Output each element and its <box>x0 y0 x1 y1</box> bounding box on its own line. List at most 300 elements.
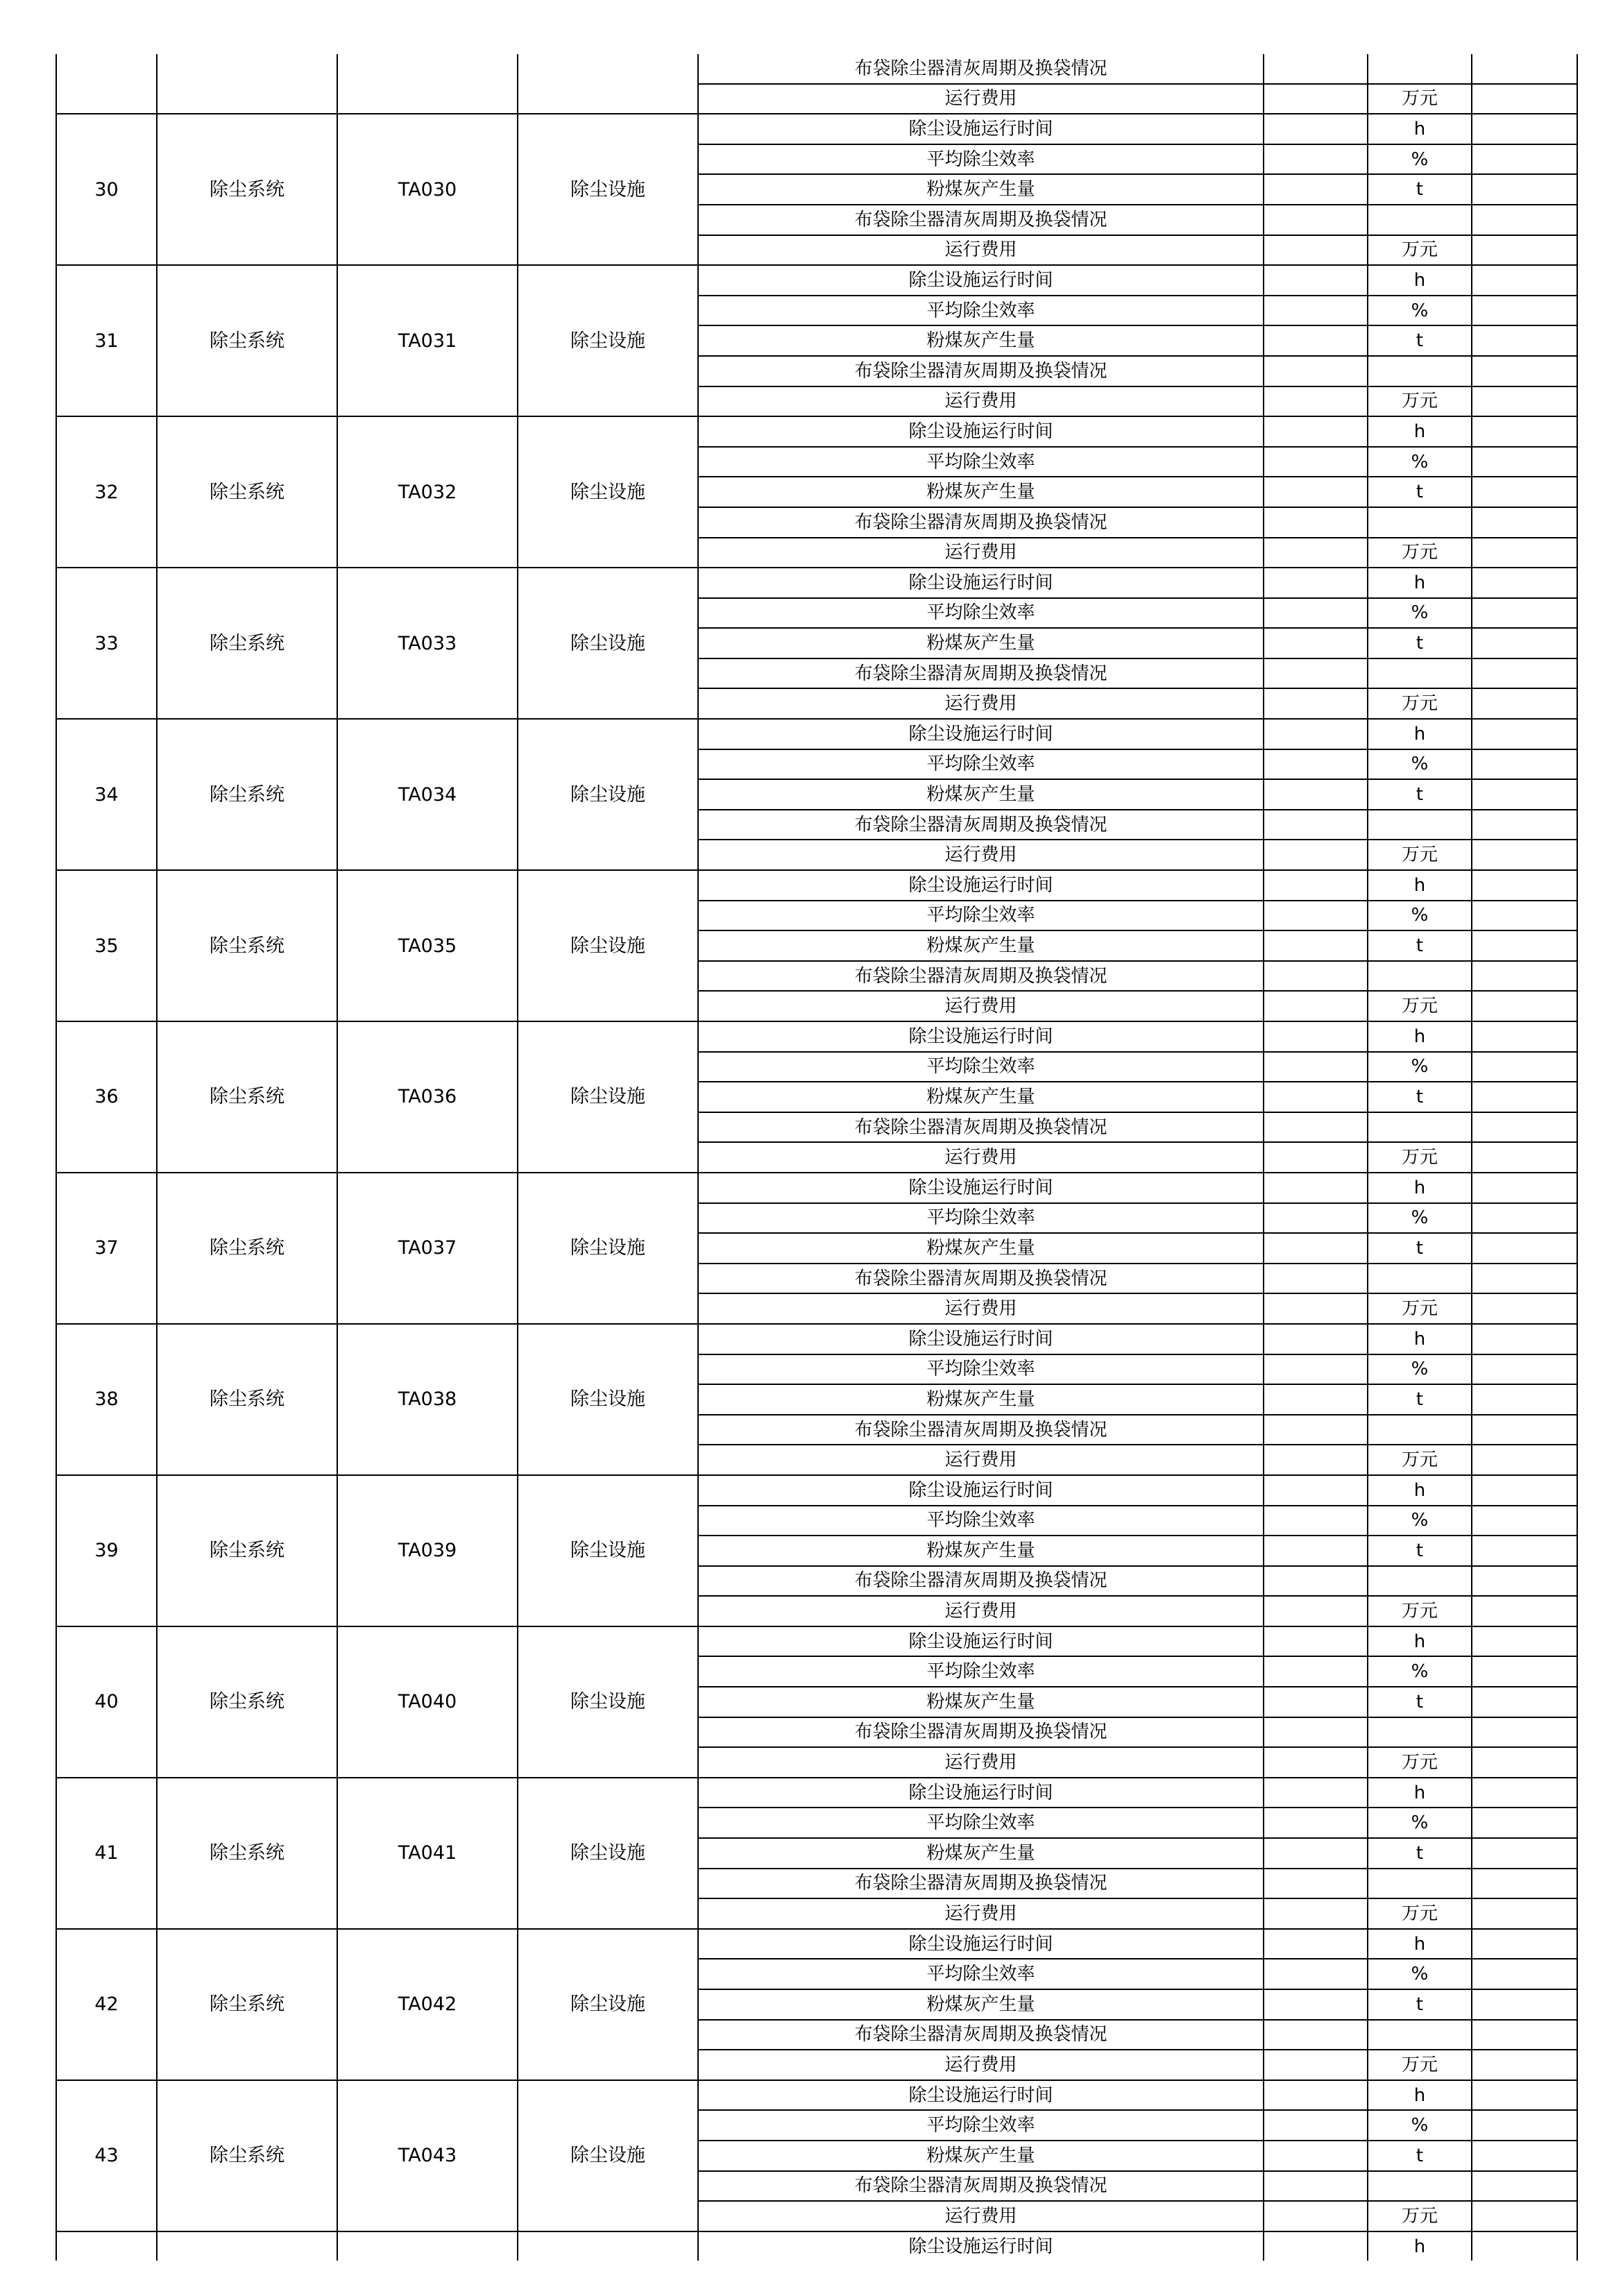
item-cell: 粉煤灰产生量 <box>698 477 1264 507</box>
blank-cell <box>1264 54 1368 84</box>
facility-code: TA039 <box>337 1475 518 1626</box>
row-number: 43 <box>56 2080 157 2231</box>
item-cell: 平均除尘效率 <box>698 447 1264 477</box>
blank-cell <box>1264 114 1368 144</box>
item-cell: 布袋除尘器清灰周期及换袋情况 <box>698 1717 1264 1748</box>
unit-cell: 万元 <box>1368 1898 1472 1929</box>
blank-cell <box>1472 356 1577 386</box>
system-name: 除尘系统 <box>157 1021 337 1173</box>
item-cell: 平均除尘效率 <box>698 598 1264 629</box>
blank-cell <box>1264 1929 1368 1959</box>
unit-cell: h <box>1368 1778 1472 1808</box>
blank-cell <box>1472 779 1577 810</box>
blank-cell <box>1472 1112 1577 1143</box>
blank-cell <box>1264 235 1368 266</box>
facility-type: 除尘设施 <box>518 1778 698 1929</box>
unit-cell <box>1368 658 1472 689</box>
blank-cell <box>1264 2171 1368 2202</box>
blank-cell <box>1264 205 1368 235</box>
blank-cell <box>1264 1233 1368 1264</box>
blank-cell <box>1264 1989 1368 2020</box>
unit-cell: % <box>1368 901 1472 931</box>
system-name: 除尘系统 <box>157 719 337 870</box>
blank-cell <box>1264 1656 1368 1687</box>
item-cell: 除尘设施运行时间 <box>698 1324 1264 1354</box>
item-cell: 平均除尘效率 <box>698 1354 1264 1385</box>
item-cell: 运行费用 <box>698 1747 1264 1778</box>
blank-cell <box>1264 658 1368 689</box>
blank-cell <box>1472 1475 1577 1506</box>
row-number: 38 <box>56 1324 157 1475</box>
system-name: 除尘系统 <box>157 416 337 568</box>
blank-cell <box>1472 1898 1577 1929</box>
blank-cell <box>1472 991 1577 1021</box>
blank-cell <box>1264 2231 1368 2261</box>
item-cell: 运行费用 <box>698 386 1264 417</box>
unit-cell: h <box>1368 870 1472 901</box>
blank-cell <box>1264 1898 1368 1929</box>
system-name: 除尘系统 <box>157 2080 337 2231</box>
code-cell <box>337 54 518 114</box>
blank-cell <box>1472 1808 1577 1838</box>
item-cell: 除尘设施运行时间 <box>698 114 1264 144</box>
blank-cell <box>1264 1506 1368 1536</box>
system-name: 除尘系统 <box>157 265 337 416</box>
unit-cell: % <box>1368 1959 1472 1989</box>
unit-cell: t <box>1368 779 1472 810</box>
blank-cell <box>1472 1929 1577 1959</box>
unit-cell: h <box>1368 1929 1472 1959</box>
facility-code: TA030 <box>337 114 518 265</box>
item-cell: 运行费用 <box>698 688 1264 719</box>
blank-cell <box>1472 507 1577 538</box>
unit-cell <box>1368 356 1472 386</box>
blank-cell <box>1472 961 1577 992</box>
table-row <box>56 416 1577 447</box>
item-cell: 平均除尘效率 <box>698 144 1264 175</box>
blank-cell <box>1472 386 1577 417</box>
unit-cell: h <box>1368 1173 1472 1203</box>
facility-code: TA035 <box>337 870 518 1021</box>
unit-cell <box>1368 2020 1472 2050</box>
blank-cell <box>1264 1112 1368 1143</box>
system-cell <box>157 2231 337 2261</box>
blank-cell <box>1264 1566 1368 1597</box>
blank-cell <box>1264 356 1368 386</box>
blank-cell <box>1472 1354 1577 1385</box>
unit-cell: h <box>1368 719 1472 749</box>
blank-cell <box>1472 174 1577 205</box>
row-number: 34 <box>56 719 157 870</box>
unit-cell: 万元 <box>1368 1445 1472 1475</box>
unit-cell <box>1368 961 1472 992</box>
item-cell: 运行费用 <box>698 1293 1264 1324</box>
blank-cell <box>1472 2020 1577 2050</box>
blank-cell <box>1264 538 1368 568</box>
blank-cell <box>1472 416 1577 447</box>
item-cell: 运行费用 <box>698 1596 1264 1626</box>
blank-cell <box>1264 1173 1368 1203</box>
facility-code: TA038 <box>337 1324 518 1475</box>
blank-cell <box>1472 1747 1577 1778</box>
blank-cell <box>1472 54 1577 84</box>
unit-cell <box>1368 1566 1472 1597</box>
blank-cell <box>1472 296 1577 326</box>
unit-cell: % <box>1368 749 1472 780</box>
unit-cell: 万元 <box>1368 688 1472 719</box>
unit-cell: % <box>1368 144 1472 175</box>
blank-cell <box>1472 568 1577 598</box>
blank-cell <box>1264 2020 1368 2050</box>
item-cell: 运行费用 <box>698 2050 1264 2080</box>
unit-cell: t <box>1368 477 1472 507</box>
facility-type: 除尘设施 <box>518 1929 698 2080</box>
table-row <box>56 54 1577 84</box>
item-cell: 除尘设施运行时间 <box>698 1626 1264 1657</box>
item-cell: 平均除尘效率 <box>698 901 1264 931</box>
blank-cell <box>1472 1052 1577 1082</box>
item-cell: 粉煤灰产生量 <box>698 779 1264 810</box>
blank-cell <box>1264 1052 1368 1082</box>
row-number: 31 <box>56 265 157 416</box>
item-cell: 粉煤灰产生量 <box>698 1687 1264 1717</box>
unit-cell: % <box>1368 1203 1472 1234</box>
blank-cell <box>1264 1808 1368 1838</box>
blank-cell <box>1264 1264 1368 1294</box>
unit-cell: 万元 <box>1368 538 1472 568</box>
item-cell: 布袋除尘器清灰周期及换袋情况 <box>698 205 1264 235</box>
blank-cell <box>1264 1959 1368 1989</box>
unit-cell: h <box>1368 2231 1472 2261</box>
blank-cell <box>1264 2080 1368 2111</box>
item-cell: 布袋除尘器清灰周期及换袋情况 <box>698 2171 1264 2202</box>
item-cell: 粉煤灰产生量 <box>698 1082 1264 1112</box>
item-cell: 平均除尘效率 <box>698 1959 1264 1989</box>
row-number: 32 <box>56 416 157 568</box>
item-cell: 布袋除尘器清灰周期及换袋情况 <box>698 356 1264 386</box>
blank-cell <box>1472 205 1577 235</box>
table-row <box>56 1475 1577 1506</box>
table-row <box>56 114 1577 144</box>
blank-cell <box>1472 1324 1577 1354</box>
item-cell: 粉煤灰产生量 <box>698 1838 1264 1869</box>
unit-cell: 万元 <box>1368 1142 1472 1173</box>
blank-cell <box>1472 1687 1577 1717</box>
item-cell: 除尘设施运行时间 <box>698 1475 1264 1506</box>
unit-cell: h <box>1368 1021 1472 1052</box>
table-row <box>56 265 1577 296</box>
unit-cell: t <box>1368 628 1472 658</box>
facility-type: 除尘设施 <box>518 1021 698 1173</box>
blank-cell <box>1264 416 1368 447</box>
facility-cell <box>518 2231 698 2261</box>
blank-cell <box>1264 84 1368 114</box>
item-cell: 除尘设施运行时间 <box>698 2231 1264 2261</box>
unit-cell: t <box>1368 1838 1472 1869</box>
system-name: 除尘系统 <box>157 870 337 1021</box>
unit-cell: % <box>1368 598 1472 629</box>
unit-cell: 万元 <box>1368 1747 1472 1778</box>
unit-cell: % <box>1368 1506 1472 1536</box>
blank-cell <box>1264 1142 1368 1173</box>
blank-cell <box>1472 235 1577 266</box>
item-cell: 平均除尘效率 <box>698 1808 1264 1838</box>
facility-type: 除尘设施 <box>518 1173 698 1324</box>
item-cell: 布袋除尘器清灰周期及换袋情况 <box>698 810 1264 840</box>
item-cell: 粉煤灰产生量 <box>698 930 1264 961</box>
facility-code: TA043 <box>337 2080 518 2231</box>
row-number: 40 <box>56 1626 157 1778</box>
blank-cell <box>1472 2171 1577 2202</box>
blank-cell <box>1472 2141 1577 2171</box>
blank-cell <box>1264 1596 1368 1626</box>
blank-cell <box>1264 1324 1368 1354</box>
unit-cell: t <box>1368 1082 1472 1112</box>
unit-cell: 万元 <box>1368 1596 1472 1626</box>
item-cell: 运行费用 <box>698 2201 1264 2231</box>
blank-cell <box>1472 84 1577 114</box>
blank-cell <box>1264 325 1368 356</box>
row-number: 30 <box>56 114 157 265</box>
facility-code: TA034 <box>337 719 518 870</box>
facility-type: 除尘设施 <box>518 870 698 1021</box>
blank-cell <box>1264 1445 1368 1475</box>
unit-cell: h <box>1368 1324 1472 1354</box>
blank-cell <box>1472 1384 1577 1415</box>
facility-type: 除尘设施 <box>518 1626 698 1778</box>
blank-cell <box>1264 1778 1368 1808</box>
item-cell: 运行费用 <box>698 1142 1264 1173</box>
unit-cell <box>1368 507 1472 538</box>
item-cell: 平均除尘效率 <box>698 1656 1264 1687</box>
blank-cell <box>1264 477 1368 507</box>
blank-cell <box>1472 1869 1577 1899</box>
facility-type: 除尘设施 <box>518 114 698 265</box>
item-cell: 运行费用 <box>698 538 1264 568</box>
item-cell: 粉煤灰产生量 <box>698 1233 1264 1264</box>
blank-cell <box>1264 870 1368 901</box>
unit-cell: 万元 <box>1368 386 1472 417</box>
item-cell: 粉煤灰产生量 <box>698 1536 1264 1566</box>
blank-cell <box>1264 779 1368 810</box>
unit-cell <box>1368 1869 1472 1899</box>
item-cell: 除尘设施运行时间 <box>698 568 1264 598</box>
unit-cell: h <box>1368 265 1472 296</box>
unit-cell: 万元 <box>1368 84 1472 114</box>
blank-cell <box>1264 1747 1368 1778</box>
facility-code: TA041 <box>337 1778 518 1929</box>
item-cell: 平均除尘效率 <box>698 749 1264 780</box>
item-cell: 粉煤灰产生量 <box>698 1384 1264 1415</box>
facility-code: TA033 <box>337 568 518 719</box>
item-cell: 平均除尘效率 <box>698 1203 1264 1234</box>
table-row <box>56 870 1577 901</box>
row-number: 42 <box>56 1929 157 2080</box>
item-cell: 粉煤灰产生量 <box>698 2141 1264 2171</box>
blank-cell <box>1472 2110 1577 2141</box>
item-cell: 粉煤灰产生量 <box>698 1989 1264 2020</box>
table-body <box>56 54 1577 2261</box>
table-row <box>56 568 1577 598</box>
system-name: 除尘系统 <box>157 568 337 719</box>
blank-cell <box>1264 901 1368 931</box>
blank-cell <box>1472 1838 1577 1869</box>
blank-cell <box>1264 1838 1368 1869</box>
blank-cell <box>1472 2231 1577 2261</box>
item-cell: 平均除尘效率 <box>698 1052 1264 1082</box>
item-cell: 平均除尘效率 <box>698 296 1264 326</box>
blank-cell <box>1472 1445 1577 1475</box>
facility-type: 除尘设施 <box>518 416 698 568</box>
table-row <box>56 1626 1577 1657</box>
facility-type: 除尘设施 <box>518 1475 698 1626</box>
blank-cell <box>1264 2050 1368 2080</box>
blank-cell <box>1264 961 1368 992</box>
blank-cell <box>1472 2080 1577 2111</box>
blank-cell <box>1264 1415 1368 1445</box>
blank-cell <box>1472 1959 1577 1989</box>
blank-cell <box>1264 2141 1368 2171</box>
row-number: 36 <box>56 1021 157 1173</box>
blank-cell <box>1472 598 1577 629</box>
item-cell: 布袋除尘器清灰周期及换袋情况 <box>698 961 1264 992</box>
item-cell: 布袋除尘器清灰周期及换袋情况 <box>698 2020 1264 2050</box>
no-cell <box>56 54 157 114</box>
blank-cell <box>1264 1717 1368 1748</box>
unit-cell: 万元 <box>1368 840 1472 870</box>
blank-cell <box>1264 507 1368 538</box>
row-number: 37 <box>56 1173 157 1324</box>
system-name: 除尘系统 <box>157 114 337 265</box>
blank-cell <box>1472 1415 1577 1445</box>
blank-cell <box>1472 870 1577 901</box>
blank-cell <box>1472 628 1577 658</box>
blank-cell <box>1264 1687 1368 1717</box>
blank-cell <box>1472 1293 1577 1324</box>
blank-cell <box>1472 2050 1577 2080</box>
blank-cell <box>1472 2201 1577 2231</box>
facility-type: 除尘设施 <box>518 265 698 416</box>
unit-cell <box>1368 1264 1472 1294</box>
unit-cell: t <box>1368 174 1472 205</box>
item-cell: 除尘设施运行时间 <box>698 265 1264 296</box>
unit-cell: 万元 <box>1368 2050 1472 2080</box>
no-cell <box>56 2231 157 2261</box>
facility-code: TA037 <box>337 1173 518 1324</box>
item-cell: 除尘设施运行时间 <box>698 2080 1264 2111</box>
blank-cell <box>1472 688 1577 719</box>
system-cell <box>157 54 337 114</box>
table-row <box>56 1929 1577 1959</box>
blank-cell <box>1264 749 1368 780</box>
facility-type: 除尘设施 <box>518 568 698 719</box>
blank-cell <box>1472 1536 1577 1566</box>
unit-cell: h <box>1368 114 1472 144</box>
blank-cell <box>1472 325 1577 356</box>
item-cell: 除尘设施运行时间 <box>698 416 1264 447</box>
unit-cell: % <box>1368 1354 1472 1385</box>
item-cell: 运行费用 <box>698 84 1264 114</box>
unit-cell: % <box>1368 296 1472 326</box>
blank-cell <box>1264 1203 1368 1234</box>
blank-cell <box>1472 658 1577 689</box>
blank-cell <box>1264 1354 1368 1385</box>
blank-cell <box>1264 174 1368 205</box>
blank-cell <box>1472 1021 1577 1052</box>
blank-cell <box>1264 688 1368 719</box>
blank-cell <box>1472 447 1577 477</box>
unit-cell: t <box>1368 1233 1472 1264</box>
unit-cell: t <box>1368 930 1472 961</box>
unit-cell <box>1368 54 1472 84</box>
item-cell: 粉煤灰产生量 <box>698 174 1264 205</box>
item-cell: 布袋除尘器清灰周期及换袋情况 <box>698 1415 1264 1445</box>
facility-cell <box>518 54 698 114</box>
blank-cell <box>1264 1869 1368 1899</box>
blank-cell <box>1264 447 1368 477</box>
item-cell: 平均除尘效率 <box>698 2110 1264 2141</box>
unit-cell: t <box>1368 1687 1472 1717</box>
facility-code: TA036 <box>337 1021 518 1173</box>
facility-type: 除尘设施 <box>518 1324 698 1475</box>
blank-cell <box>1472 114 1577 144</box>
unit-cell: h <box>1368 1626 1472 1657</box>
blank-cell <box>1472 1142 1577 1173</box>
blank-cell <box>1472 1082 1577 1112</box>
unit-cell: t <box>1368 1989 1472 2020</box>
item-cell: 布袋除尘器清灰周期及换袋情况 <box>698 507 1264 538</box>
system-name: 除尘系统 <box>157 1626 337 1778</box>
unit-cell: % <box>1368 1656 1472 1687</box>
blank-cell <box>1472 810 1577 840</box>
item-cell: 除尘设施运行时间 <box>698 1173 1264 1203</box>
unit-cell: t <box>1368 1384 1472 1415</box>
unit-cell: h <box>1368 2080 1472 2111</box>
unit-cell: 万元 <box>1368 991 1472 1021</box>
blank-cell <box>1472 144 1577 175</box>
unit-cell <box>1368 810 1472 840</box>
table-row <box>56 1778 1577 1808</box>
blank-cell <box>1472 1203 1577 1234</box>
blank-cell <box>1472 1989 1577 2020</box>
blank-cell <box>1264 930 1368 961</box>
unit-cell: 万元 <box>1368 235 1472 266</box>
row-number: 33 <box>56 568 157 719</box>
blank-cell <box>1472 477 1577 507</box>
unit-cell: t <box>1368 325 1472 356</box>
blank-cell <box>1264 144 1368 175</box>
blank-cell <box>1264 719 1368 749</box>
table-row <box>56 2080 1577 2111</box>
item-cell: 除尘设施运行时间 <box>698 870 1264 901</box>
blank-cell <box>1472 1626 1577 1657</box>
system-name: 除尘系统 <box>157 1778 337 1929</box>
item-cell: 粉煤灰产生量 <box>698 325 1264 356</box>
monitoring-table <box>56 54 1578 2261</box>
blank-cell <box>1472 1264 1577 1294</box>
blank-cell <box>1472 719 1577 749</box>
unit-cell: h <box>1368 1475 1472 1506</box>
blank-cell <box>1264 598 1368 629</box>
blank-cell <box>1264 840 1368 870</box>
blank-cell <box>1472 1656 1577 1687</box>
blank-cell <box>1264 2201 1368 2231</box>
table-row <box>56 719 1577 749</box>
facility-code: TA042 <box>337 1929 518 2080</box>
blank-cell <box>1472 1173 1577 1203</box>
item-cell: 布袋除尘器清灰周期及换袋情况 <box>698 1869 1264 1899</box>
item-cell: 运行费用 <box>698 235 1264 266</box>
